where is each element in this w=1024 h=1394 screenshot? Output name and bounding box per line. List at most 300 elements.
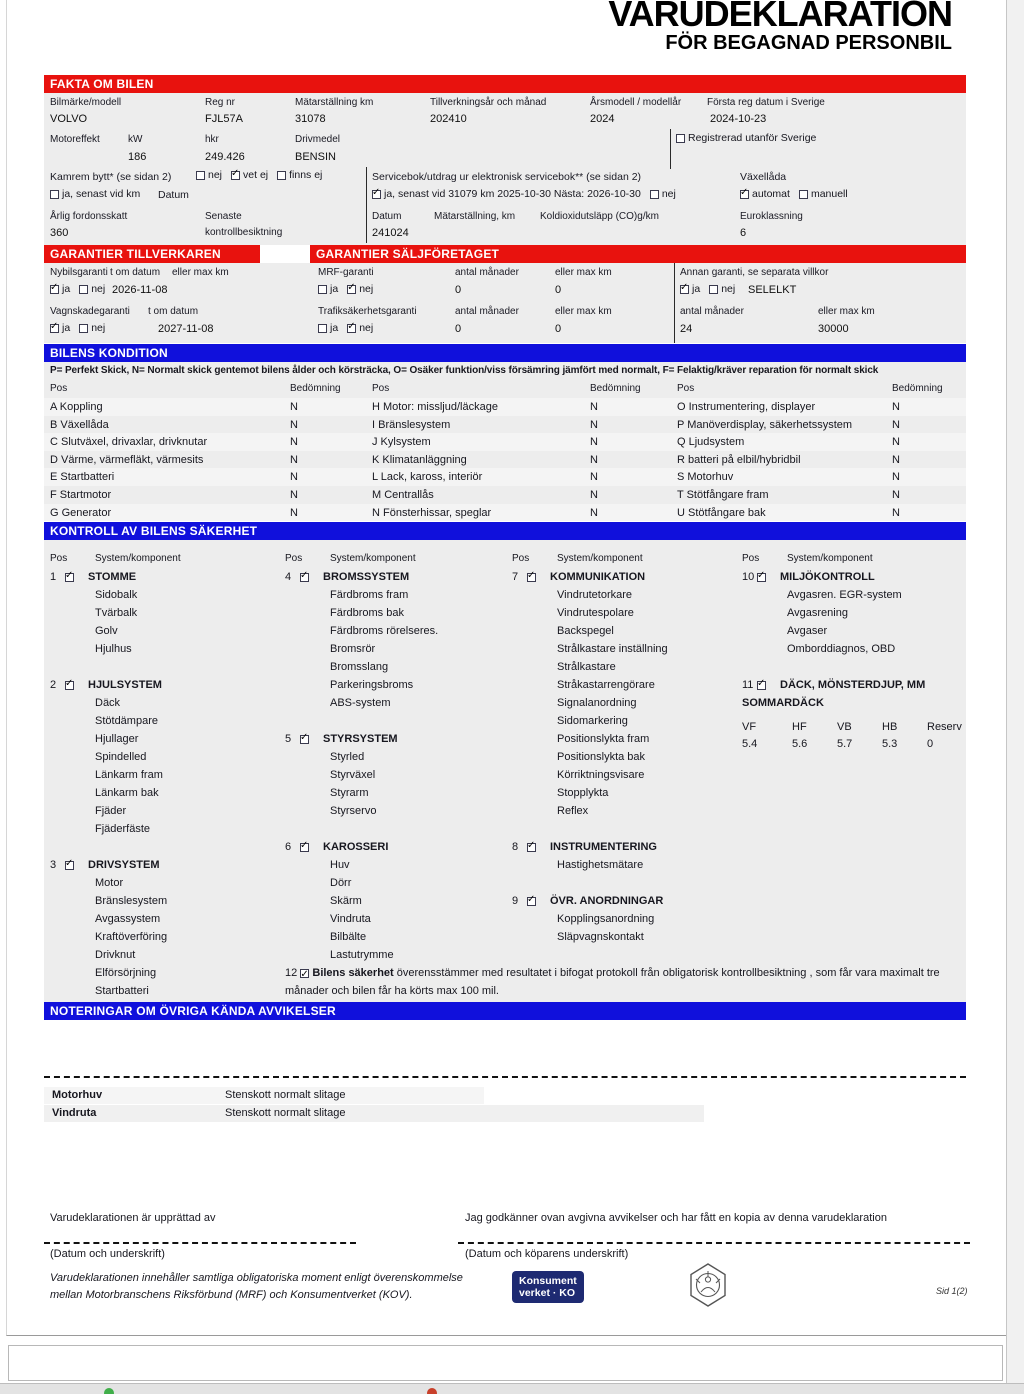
trafik-checkbox[interactable] <box>347 324 356 333</box>
kontroll-item: Körriktningsvisare <box>557 769 645 781</box>
ellermaxkm-label: eller max km <box>172 267 229 278</box>
kontroll-item: Färdbroms rörelseres. <box>330 625 439 637</box>
kontroll-item: Avgaser <box>787 625 828 637</box>
kontroll-item: Vindruta <box>330 913 371 925</box>
kondition-item-label: G Generator <box>50 506 112 519</box>
divider <box>674 263 675 343</box>
kw-label: kW <box>128 134 143 145</box>
note12-bold: Bilens säkerhet <box>312 967 394 979</box>
tomdatum-label: t om datum <box>110 267 161 278</box>
group-title: INSTRUMENTERING <box>550 841 657 853</box>
group-checkbox[interactable] <box>65 573 74 582</box>
kondition-grade: N <box>590 506 598 519</box>
avvikelse-label: Motorhuv <box>52 1089 103 1101</box>
registrerad-label: Registrerad utanför Sverige <box>688 132 817 144</box>
kontroll-item: Dörr <box>330 877 352 889</box>
badge-line1: Konsument <box>519 1275 577 1287</box>
tyre-col-header: VF <box>742 721 757 733</box>
avvikelse-value: Stenskott normalt slitage <box>225 1089 346 1101</box>
kontroll-item: Spindelled <box>95 751 147 763</box>
servicebok-label: Servicebok/utdrag ur elektronisk servicebok** (se sidan 2) <box>372 171 642 183</box>
kondition-row <box>372 399 598 417</box>
matarstallning2-label: Mätarställning, km <box>434 211 516 222</box>
kondition-row <box>677 487 900 505</box>
kontroll-item: Bilbälte <box>330 931 367 943</box>
tyre-depth-value: 5.6 <box>792 738 808 750</box>
kontroll-item: Positionslykta fram <box>557 733 650 745</box>
group-checkbox[interactable] <box>527 843 536 852</box>
kondition-row <box>50 452 298 470</box>
kondition-grade: N <box>590 401 598 413</box>
kontroll-item: Backspegel <box>557 625 614 637</box>
kontroll-group-karosseri <box>285 838 505 964</box>
tyre-header-row <box>742 719 972 736</box>
option-label: ja <box>330 322 339 334</box>
kondition-grade: N <box>892 506 900 519</box>
group-checkbox[interactable] <box>757 573 766 582</box>
kondition-bar: BILENS KONDITION <box>44 344 966 362</box>
group-checkbox[interactable] <box>527 573 536 582</box>
kontroll-col-4 <box>742 550 972 771</box>
system-header: System/komponent <box>787 553 873 564</box>
tillverkningsar-value: 202410 <box>430 113 467 125</box>
taskbar-green-icon[interactable] <box>104 1388 114 1394</box>
noteringar-bar: NOTERINGAR OM ÖVRIGA KÄNDA AVVIKELSER <box>44 1002 966 1020</box>
kondition-item-label: M Centrallås <box>372 488 434 501</box>
fakta-section <box>44 93 966 245</box>
kamrem-checkbox[interactable] <box>277 171 286 180</box>
system-header: System/komponent <box>330 553 416 564</box>
kontroll-item: Stötdämpare <box>95 715 158 727</box>
divider <box>366 167 367 243</box>
kontroll-item: Signalanordning <box>557 697 637 709</box>
kontroll-item: Bromsrör <box>330 643 376 655</box>
option-label: nej <box>91 322 106 334</box>
kondition-row <box>372 452 598 470</box>
kondition-item-label: E Startbatteri <box>50 471 115 484</box>
kontroll-item: Styrarm <box>330 787 369 799</box>
fordonsskatt-label: Årlig fordonsskatt <box>50 211 128 222</box>
nybilsgaranti-checkbox[interactable] <box>79 285 88 294</box>
mrf-checkbox[interactable] <box>318 285 327 294</box>
kontroll-item: Startbatteri <box>95 985 149 997</box>
pos-number: 10 <box>742 571 755 583</box>
garanti-saljforetaget-bar: GARANTIER SÄLJFÖRETAGET <box>310 245 966 263</box>
kondition-grade: N <box>892 401 900 413</box>
matarstallning-label: Mätarställning km <box>295 97 374 108</box>
vagnskadegaranti-datum: 2027-11-08 <box>158 323 214 335</box>
kontroll-item: Släpvagnskontakt <box>557 931 644 943</box>
kontroll-group-ovr-anordningar <box>512 892 734 946</box>
kontroll-item: Styrled <box>330 751 365 763</box>
annan-manader-value: 24 <box>680 323 693 335</box>
hkr-value: 249.426 <box>205 151 245 163</box>
kontroll-group-dack <box>742 676 972 753</box>
kontroll-item: Färdbroms fram <box>330 589 409 601</box>
kondition-grade: N <box>290 488 298 501</box>
mrf-logo-icon <box>688 1263 728 1307</box>
kondition-item-label: T Stötfångare fram <box>677 488 769 501</box>
sign-right-caption: (Datum och köparens underskrift) <box>465 1248 629 1260</box>
datum-label: Datum <box>372 211 402 222</box>
mrf-maxkm-value: 0 <box>555 284 562 296</box>
kondition-grade: N <box>590 453 598 466</box>
annan-maxkm-value: 30000 <box>818 323 849 335</box>
group-title: HJULSYSTEM <box>88 679 162 691</box>
kamrem-ja-checkbox[interactable] <box>50 190 59 199</box>
kondition-item-label: C Slutväxel, drivaxlar, drivknutar <box>50 436 208 449</box>
right-gutter[interactable] <box>1006 0 1024 1383</box>
besiktning-datum-value: 241024 <box>372 227 409 239</box>
pos-header: Pos <box>512 553 530 564</box>
kontroll-item: Strålkastare inställning <box>557 643 668 655</box>
group-title: MILJÖKONTROLL <box>780 571 875 583</box>
kontroll-item: Avgasren. EGR-system <box>787 589 902 601</box>
kontroll-group-bromssystem <box>285 568 505 712</box>
kondition-row <box>677 399 900 417</box>
pos-number: 1 <box>50 571 57 583</box>
kondition-row <box>677 452 900 470</box>
kondition-item-label: H Motor: missljud/läckage <box>372 401 498 413</box>
eller-max-km2-label: eller max km <box>555 306 612 317</box>
kontroll-item: Stopplykta <box>557 787 609 799</box>
kondition-item-label: J Kylsystem <box>372 436 431 449</box>
kontroll-item: Länkarm bak <box>95 787 159 799</box>
arsmodell-value: 2024 <box>590 113 615 125</box>
kontroll-item: Hjulhus <box>95 643 132 655</box>
trafik-checkbox[interactable] <box>318 324 327 333</box>
tyre-values-row <box>742 736 972 753</box>
vagnskadegaranti-checkbox[interactable] <box>79 324 88 333</box>
nybilsgaranti-checkbox[interactable] <box>50 285 59 294</box>
kondition-grade: N <box>290 471 298 484</box>
kontroll-item: Däck <box>95 697 121 709</box>
kontroll-item: Stråkastarrengörare <box>557 679 655 691</box>
pos-header: Pos <box>742 553 760 564</box>
kondition-col-3 <box>677 399 900 522</box>
kondition-grade: N <box>290 453 298 466</box>
group-title: STOMME <box>88 571 137 583</box>
kontroll-item: Huv <box>330 859 350 871</box>
doc-title: VARUDEKLARATION <box>608 0 952 34</box>
kondition-grade: N <box>590 436 598 449</box>
option-label: nej <box>359 322 374 334</box>
option-label: ja <box>330 283 339 295</box>
tyre-col-header: HF <box>792 721 807 733</box>
option-label: manuell <box>810 188 848 200</box>
kamrem-datum-label: Datum <box>158 189 189 201</box>
option-label: nej <box>721 283 736 295</box>
badge-line2: verket · KO <box>519 1287 576 1299</box>
group-checkbox[interactable] <box>300 573 309 582</box>
tillverkningsar-label: Tillverkningsår och månad <box>430 97 547 108</box>
pos-number: 6 <box>285 841 292 853</box>
avvikelse-value: Stenskott normalt slitage <box>225 1107 346 1119</box>
kontroll-item: Styrservo <box>330 805 377 817</box>
kondition-row <box>50 434 298 452</box>
vagnskadegaranti-label: Vagnskadegaranti <box>50 306 130 317</box>
fordonsskatt-value: 360 <box>50 227 69 239</box>
regnr-value: FJL57A <box>205 113 243 125</box>
option-label: ja, senast vid km <box>62 188 141 200</box>
group-title: DRIVSYSTEM <box>88 859 160 871</box>
kontroll-item: Kraftöverföring <box>95 931 168 943</box>
tyre-col-header: Reserv <box>927 721 962 733</box>
kontroll-bar: KONTROLL AV BILENS SÄKERHET <box>44 522 966 540</box>
kondition-item-label: F Startmotor <box>50 488 112 501</box>
kontroll-item: Fjäderfäste <box>95 823 151 835</box>
kontroll-item: Fjäder <box>95 805 127 817</box>
kontroll-item: Avgasrening <box>787 607 848 619</box>
kondition-col-2 <box>372 399 598 522</box>
sommardack-label: SOMMARDÄCK <box>742 697 824 709</box>
kondition-row <box>50 469 298 487</box>
kondition-grade: N <box>892 471 900 484</box>
kontroll-item: Hjullager <box>95 733 139 745</box>
bedomning-header: Bedömning <box>590 383 641 394</box>
eller-max-km-label: eller max km <box>555 267 612 278</box>
kondition-row <box>677 417 900 435</box>
bilmarke-value: VOLVO <box>50 113 88 125</box>
kondition-item-label: A Koppling <box>50 401 103 413</box>
nybilsgaranti-options <box>50 283 105 295</box>
vagnskadegaranti-options <box>50 322 105 334</box>
mrf-garanti-label: MRF-garanti <box>318 267 374 278</box>
note12-text: överensstämmer med resultatet i bifogat protokoll från obligatorisk kontrollbesiktning , som får vara maximalt tre månader och bilen får ha körts max 100 mil. <box>285 967 940 997</box>
kondition-grade: N <box>892 453 900 466</box>
option-label: nej <box>359 283 374 295</box>
option-label: ja <box>62 283 71 295</box>
regnr-label: Reg nr <box>205 97 236 108</box>
annan-manader-label: antal månader <box>680 306 744 317</box>
option-label: nej <box>91 283 106 295</box>
kondition-row <box>50 505 298 523</box>
kontroll-item: Länkarm fram <box>95 769 163 781</box>
nybilsgaranti-label: Nybilsgaranti <box>50 267 108 278</box>
kontroll-item: Vindrutetorkare <box>557 589 633 601</box>
option-label: ja <box>692 283 701 295</box>
kontroll-item: Parkeringsbroms <box>330 679 414 691</box>
tyre-col-header: HB <box>882 721 898 733</box>
kontroll-item: Sidobalk <box>95 589 138 601</box>
drivmedel-value: BENSIN <box>295 151 336 163</box>
pos-number: 12 <box>285 967 298 979</box>
kondition-row <box>372 434 598 452</box>
signature-line-seller[interactable] <box>44 1242 356 1244</box>
kontroll-item: Reflex <box>557 805 589 817</box>
kondition-grade: N <box>892 418 900 431</box>
system-header: System/komponent <box>95 553 181 564</box>
euroklassning-label: Euroklassning <box>740 211 803 222</box>
pos-header: Pos <box>372 383 390 394</box>
bedomning-header: Bedömning <box>892 383 943 394</box>
kontroll-item: ABS-system <box>330 697 391 709</box>
kontroll-col-1 <box>50 550 275 1018</box>
kontroll-group-styrsystem <box>285 730 505 820</box>
kondition-row <box>50 417 298 435</box>
kondition-item-label: Q Ljudsystem <box>677 436 745 449</box>
kondition-row <box>677 505 900 523</box>
kontroll-item: Omborddiagnos, OBD <box>787 643 896 655</box>
kondition-grade: N <box>590 418 598 431</box>
senaste-label: Senaste <box>205 211 242 222</box>
kondition-item-label: K Klimatanläggning <box>372 453 467 466</box>
pos-header: Pos <box>50 553 68 564</box>
kontroll-item: Bränslesystem <box>95 895 168 907</box>
vaxellada-checkbox[interactable] <box>740 190 749 199</box>
kamrem-label: Kamrem bytt* (se sidan 2) <box>50 171 172 183</box>
forsta-reg-value: 2024-10-23 <box>710 113 767 125</box>
kontroll-item: Golv <box>95 625 118 637</box>
kontroll-col-2 <box>285 550 505 982</box>
trafiksakerhets-label: Trafiksäkerhetsgaranti <box>318 306 417 317</box>
sakerhet-note <box>285 964 977 1000</box>
koldioxid-label: Koldioxidutsläpp (CO)g/km <box>540 211 659 222</box>
kondition-grade: N <box>290 418 298 431</box>
vaxellada-label: Växellåda <box>740 171 787 183</box>
hkr-label: hkr <box>205 134 219 145</box>
kondition-grade: N <box>290 436 298 449</box>
kondition-grade: N <box>290 506 298 519</box>
vaxellada-checkbox[interactable] <box>799 190 808 199</box>
servicebok-checkbox[interactable] <box>650 190 659 199</box>
vagnskadegaranti-checkbox[interactable] <box>50 324 59 333</box>
kondition-grade: N <box>590 471 598 484</box>
note12-checkbox[interactable] <box>300 969 309 978</box>
kontroll-item: Motor <box>95 877 124 889</box>
annan-garanti-checkbox[interactable] <box>680 285 689 294</box>
upprattad-label: Varudeklarationen är upprättad av <box>50 1212 216 1224</box>
tyre-depth-value: 0 <box>927 738 934 750</box>
group-title: STYRSYSTEM <box>323 733 398 745</box>
kondition-row <box>50 399 298 417</box>
kontroll-group-drivsystem <box>50 856 275 1000</box>
group-title: KAROSSERI <box>323 841 389 853</box>
kondition-col-1 <box>50 399 298 522</box>
konsumentverket-badge <box>512 1271 584 1303</box>
kondition-item-label: I Bränslesystem <box>372 418 451 431</box>
kontroll-item: Strålkastare <box>557 661 616 673</box>
kondition-item-label: U Stötfångare bak <box>677 506 766 519</box>
group-checkbox[interactable] <box>527 897 536 906</box>
bedomning-header: Bedömning <box>290 383 341 394</box>
vaxellada-options <box>740 188 848 200</box>
matarstallning-value: 31078 <box>295 113 326 125</box>
trafiksakerhets-options <box>318 322 373 334</box>
tyre-depth-value: 5.3 <box>882 738 898 750</box>
annan-maxkm-label: eller max km <box>818 306 875 317</box>
kontroll-group-miljokontroll <box>742 568 972 658</box>
annan-garanti-value: SELELKT <box>748 284 797 296</box>
kondition-grade: N <box>290 401 298 413</box>
option-label: automat <box>752 188 790 200</box>
group-checkbox[interactable] <box>65 861 74 870</box>
system-header: System/komponent <box>557 553 643 564</box>
group-title: KOMMUNIKATION <box>550 571 646 583</box>
euroklassning-value: 6 <box>740 227 747 239</box>
page-number: Sid 1(2) <box>936 1286 968 1296</box>
kondition-item-label: P Manöverdisplay, säkerhetssystem <box>677 418 853 431</box>
group-checkbox[interactable] <box>300 735 309 744</box>
pos-number: 7 <box>512 571 519 583</box>
pos-number: 4 <box>285 571 292 583</box>
pos-header: Pos <box>677 383 695 394</box>
tyre-depth-value: 5.4 <box>742 738 758 750</box>
kondition-item-label: S Motorhuv <box>677 471 734 484</box>
kontroll-item: Hastighetsmätare <box>557 859 644 871</box>
nybilsgaranti-datum: 2026-11-08 <box>112 284 168 296</box>
mrf-checkbox[interactable] <box>347 285 356 294</box>
servicebok-options <box>372 188 676 200</box>
kondition-row <box>50 487 298 505</box>
trafik-maxkm-value: 0 <box>555 323 562 335</box>
tyre-depth-table <box>742 719 972 753</box>
dashed-separator <box>44 1076 966 1078</box>
group-checkbox[interactable] <box>757 681 766 690</box>
godkanner-label: Jag godkänner ovan avgivna avvikelser och har fått en kopia av denna varudeklaration <box>465 1212 887 1224</box>
kontroll-item: Lastutrymme <box>330 949 394 961</box>
servicebok-checkbox[interactable] <box>372 190 381 199</box>
kondition-grade: N <box>590 488 598 501</box>
registrerad-checkbox[interactable] <box>676 134 685 143</box>
fakta-bar: FAKTA OM BILEN <box>44 75 966 93</box>
group-title: DÄCK, MÖNSTERDJUP, MM <box>780 679 926 691</box>
pos-header: Pos <box>285 553 303 564</box>
garanti-tillverkaren-bar: GARANTIER TILLVERKAREN <box>44 245 260 263</box>
kontroll-item: Tvärbalk <box>95 607 138 619</box>
kondition-grade: N <box>892 436 900 449</box>
kamrem-checkbox[interactable] <box>231 171 240 180</box>
antal-manader2-label: antal månader <box>455 306 519 317</box>
taskbar-red-icon[interactable] <box>427 1388 437 1394</box>
tyre-depth-value: 5.7 <box>837 738 853 750</box>
option-label: finns ej <box>289 169 323 181</box>
kondition-item-label: O Instrumentering, displayer <box>677 401 816 413</box>
pos-header: Pos <box>50 383 68 394</box>
kontrollbesiktning-label: kontrollbesiktning <box>205 227 283 238</box>
page-2-preview <box>8 1345 1003 1381</box>
tomdatum2-label: t om datum <box>148 306 199 317</box>
divider <box>670 129 671 169</box>
kontroll-item: Sidomarkering <box>557 715 628 727</box>
signature-line-buyer[interactable] <box>458 1242 970 1244</box>
kontroll-item: Bromsslang <box>330 661 389 673</box>
kondition-row <box>372 417 598 435</box>
kontroll-item: Skärm <box>330 895 362 907</box>
option-label: nej <box>661 188 676 200</box>
arsmodell-label: Årsmodell / modellår <box>590 97 682 108</box>
kondition-row <box>372 505 598 523</box>
kondition-item-label: L Lack, kaross, interiör <box>372 471 483 484</box>
option-label: ja <box>62 322 71 334</box>
kamrem-ja-options <box>50 188 140 200</box>
kondition-item-label: R batteri på elbil/hybridbil <box>677 453 801 466</box>
kondition-row <box>677 469 900 487</box>
option-label: vet ej <box>243 169 269 181</box>
kontroll-item: Avgassystem <box>95 913 161 925</box>
mrf-manader-value: 0 <box>455 284 462 296</box>
annan-garanti-options <box>680 283 735 295</box>
registrerad-utanfor-checkbox-row <box>676 132 816 144</box>
avvikelse-label: Vindruta <box>52 1107 97 1119</box>
kamrem-checkbox[interactable] <box>196 171 205 180</box>
kontroll-item: Färdbroms bak <box>330 607 404 619</box>
annan-garanti-checkbox[interactable] <box>709 285 718 294</box>
drivmedel-label: Drivmedel <box>295 134 341 145</box>
group-checkbox[interactable] <box>65 681 74 690</box>
group-title: BROMSSYSTEM <box>323 571 410 583</box>
group-checkbox[interactable] <box>300 843 309 852</box>
